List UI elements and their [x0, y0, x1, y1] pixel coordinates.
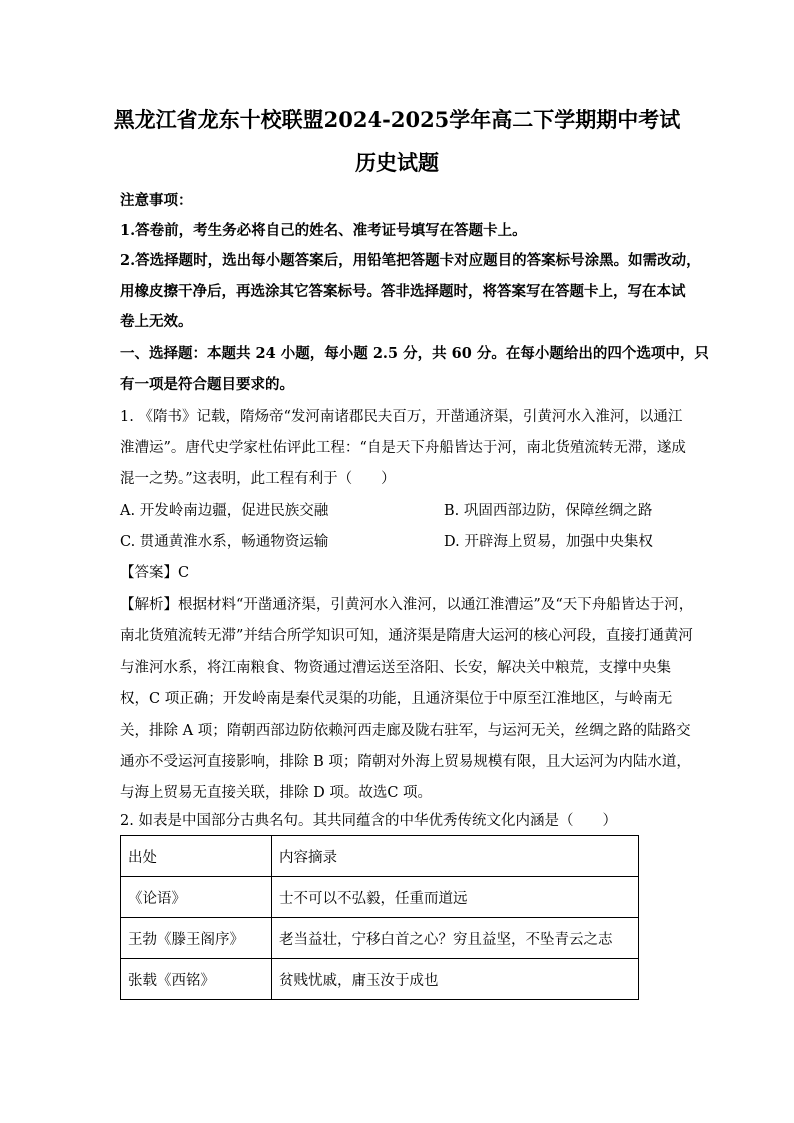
notice-item-1: 1.答卷前，考生务必将自己的姓名、准考证号填写在答题卡上。	[120, 222, 527, 239]
q1-analysis-line-1	[120, 593, 693, 614]
q1-stem-line-3: 混一之势。”这表明，此工程有利于（ ）	[120, 471, 396, 487]
q1-option-c: C. 贯通黄淮水系，畅通物资运输	[120, 534, 329, 550]
q1-answer: 【答案】C	[120, 565, 190, 581]
notice-heading: 注意事项：	[120, 192, 193, 209]
notice-item-2-line-1: 2.答选择题时，选出每小题答案后，用铅笔把答题卡对应题目的答案标号涂黑。如需改动，	[120, 252, 701, 269]
q1-analysis-line-7: 与海上贸易无直接关联，排除 D 项。故选C 项。	[120, 785, 433, 801]
q1-analysis-line-5: 关，排除 A 项；隋朝西部边防依赖河西走廊及陇右驻军，与运河无关，丝绸之路的陆路交	[120, 723, 691, 739]
q1-stem-line-2: 淮漕运”。唐代史学家杜佑评此工程：“自是天下舟船皆达于河，南北货殖流转无滞，遂成	[120, 440, 686, 456]
q1-option-d: D. 开辟海上贸易，加强中央集权	[444, 534, 653, 550]
table-row	[121, 877, 639, 918]
exam-subject-title: 历史试题	[355, 150, 439, 175]
notice-item-2-line-3: 卷上无效。	[120, 313, 193, 330]
section-heading-line-1: 一、选择题：本题共 24 小题，每小题 2.5 分，共 60 分。在每小题给出的四个选项中，只	[120, 345, 709, 362]
q2-table	[120, 835, 639, 1000]
table-header-source: 出处	[121, 836, 272, 877]
exam-title: 黑龙江省龙东十校联盟2024-2025学年高二下学期期中考试	[113, 107, 681, 132]
q1-analysis-line-6: 通亦不受运河直接影响，排除 B 项；隋朝对外海上贸易规模有限，且大运河为内陆水道，	[120, 754, 691, 770]
q1-analysis-line-2: 南北货殖流转无滞”并结合所学知识可知，通济渠是隋唐大运河的核心河段，直接打通黄河	[120, 628, 693, 644]
table-cell-source: 《论语》	[121, 877, 272, 918]
table-cell-source: 王勃《滕王阁序》	[121, 918, 272, 959]
q1-option-b: B. 巩固西部边防，保障丝绸之路	[444, 503, 653, 519]
q1-analysis-line-4: 权，C 项正确；开发岭南是秦代灵渠的功能，且通济渠位于中原至江淮地区，与岭南无	[120, 691, 673, 707]
table-cell-content: 士不可以不弘毅，任重而道远	[272, 877, 639, 918]
table-cell-content: 贫贱忧戚，庸玉汝于成也	[272, 959, 639, 1000]
table-header-content: 内容摘录	[272, 836, 639, 877]
table-row	[121, 959, 639, 1000]
table-row	[121, 918, 639, 959]
q1-analysis-line-3: 与淮河水系，将江南粮食、物资通过漕运送至洛阳、长安，解决关中粮荒，支撑中央集	[120, 660, 671, 676]
q1-analysis-text-1: 根据材料“开凿通济渠，引黄河水入淮河，以通江淮漕运”及“天下舟船皆达于河，	[178, 597, 694, 613]
q2-stem: 2. 如表是中国部分古典名句。其共同蕴含的中华优秀传统文化内涵是（ ）	[120, 813, 617, 829]
notice-item-2-line-2: 用橡皮擦干净后，再选涂其它答案标号。答非选择题时，将答案写在答题卡上，写在本试	[120, 283, 686, 300]
q1-option-a: A. 开发岭南边疆，促进民族交融	[120, 503, 329, 519]
q1-analysis-label: 【解析】	[120, 597, 178, 613]
q1-stem-line-1: 1. 《隋书》记载，隋炀帝“发河南诸郡民夫百万，开凿通济渠，引黄河水入淮河，以通江	[120, 409, 683, 425]
section-heading-line-2: 有一项是符合题目要求的。	[120, 376, 294, 393]
table-cell-content: 老当益壮，宁移白首之心？穷且益坚，不坠青云之志	[272, 918, 639, 959]
table-cell-source: 张载《西铭》	[121, 959, 272, 1000]
table-header-row	[121, 836, 639, 877]
